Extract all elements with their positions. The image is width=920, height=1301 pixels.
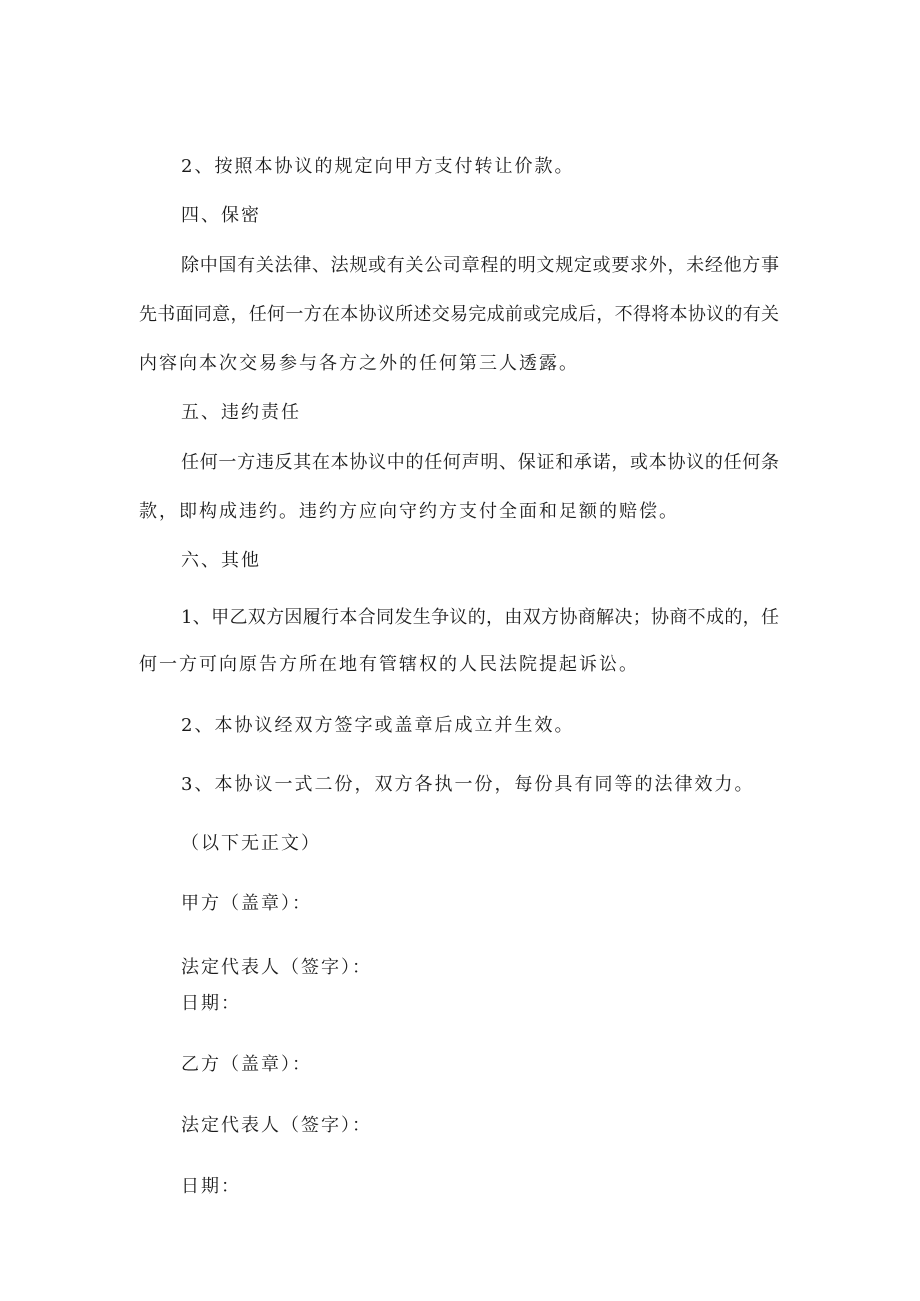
paragraph-line: 款，即构成违约。违约方应向守约方支付全面和足额的赔偿。: [139, 501, 679, 522]
section-heading-confidentiality: 四、保密: [181, 205, 261, 226]
clause-copies: 3、本协议一式二份，双方各执一份，每份具有同等的法律效力。: [181, 774, 755, 795]
paragraph-line: 1、甲乙双方因履行本合同发生争议的，由双方协商解决；协商不成的，任: [181, 607, 779, 628]
section-heading-breach: 五、违约责任: [181, 402, 301, 423]
party-b-seal-label: 乙方（盖章）：: [181, 1054, 312, 1075]
end-of-text-note: （以下无正文）: [181, 833, 321, 854]
party-a-seal-label: 甲方（盖章）：: [181, 893, 312, 914]
clause-effective: 2、本协议经双方签字或盖章后成立并生效。: [181, 715, 575, 736]
party-a-representative-label: 法定代表人（签字）：: [181, 957, 372, 978]
paragraph-line: 内容向本次交易参与各方之外的任何第三人透露。: [139, 353, 579, 374]
paragraph-line: 何一方可向原告方所在地有管辖权的人民法院提起诉讼。: [139, 654, 639, 675]
paragraph-line: 除中国有关法律、法规或有关公司章程的明文规定或要求外，未经他方事: [181, 255, 779, 276]
party-a-date-label: 日期：: [181, 993, 241, 1014]
paragraph-line: 任何一方违反其在本协议中的任何声明、保证和承诺，或本协议的任何条: [181, 452, 779, 473]
party-b-date-label: 日期：: [181, 1176, 241, 1197]
party-b-representative-label: 法定代表人（签字）：: [181, 1115, 372, 1136]
section-heading-other: 六、其他: [181, 550, 261, 571]
paragraph-line: 先书面同意，任何一方在本协议所述交易完成前或完成后，不得将本协议的有关: [139, 304, 779, 325]
clause-payment: 2、按照本协议的规定向甲方支付转让价款。: [181, 156, 575, 177]
